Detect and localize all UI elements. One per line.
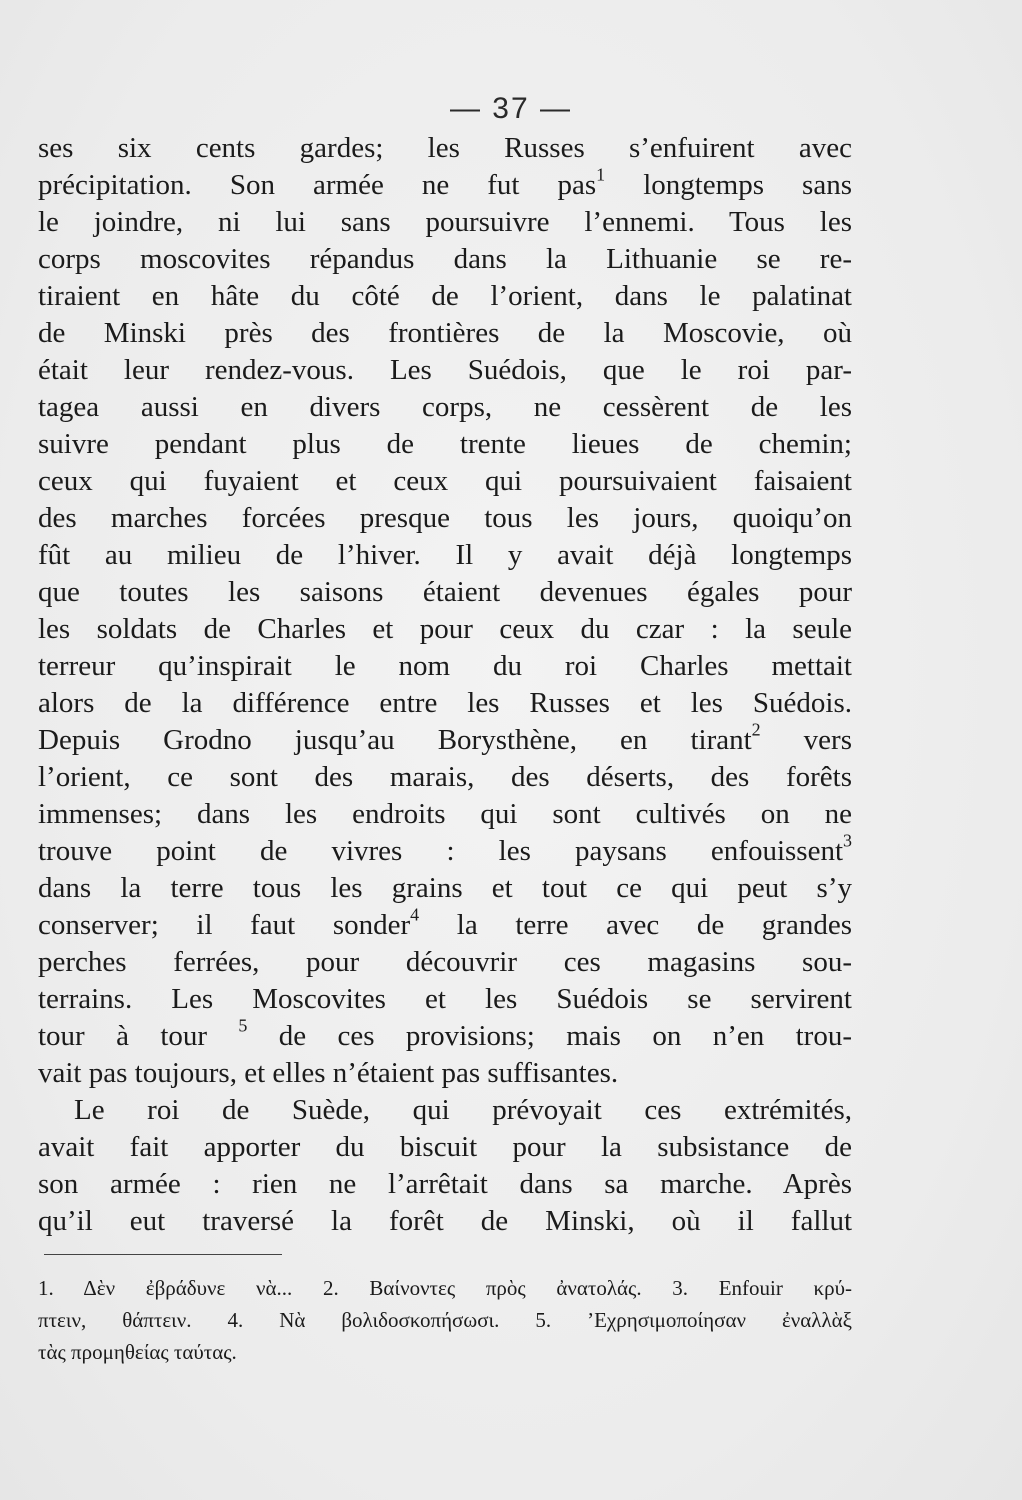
body-text xyxy=(38,130,852,1240)
footnote-ref: 2 xyxy=(751,719,761,740)
text-line: dans la terre tous les grains et tout ce qui peut s’y xyxy=(38,872,852,904)
footnote-ref: 3 xyxy=(843,830,852,851)
footnote-ref: 5 xyxy=(238,1015,248,1036)
text-line: qu’il eut traversé la forêt de Minski, où il fallut xyxy=(38,1205,852,1237)
text-line: conserver; il faut sonder$^4$ la terre avec de grandes xyxy=(38,904,852,941)
text-line: tiraient en hâte du côté de l’orient, dans le palatinat xyxy=(38,280,852,312)
text-line: terreur qu’inspirait le nom du roi Charles mettait xyxy=(38,650,852,682)
text-line: de Minski près des frontières de la Moscovie, où xyxy=(38,317,852,349)
text-line: perches ferrées, pour découvrir ces magasins sou- xyxy=(38,946,852,978)
text-line: vait pas toujours, et elles n’étaient pas suffisantes. xyxy=(38,1057,619,1089)
footnote-ref: 1 xyxy=(596,164,606,185)
text-line: fût au milieu de l’hiver. Il y avait déjà longtemps xyxy=(38,539,852,571)
text-line: était leur rendez-vous. Les Suédois, que le roi par- xyxy=(38,354,852,386)
text-line: ses six cents gardes; les Russes s’enfuirent avec xyxy=(38,132,852,164)
text-line: des marches forcées presque tous les jours, quoiqu’on xyxy=(38,502,852,534)
text-line: trouve point de vivres : les paysans enfouissent$^3$ xyxy=(38,830,852,867)
text-line: tour à tour $^5$ de ces provisions; mais on n’en trou- xyxy=(38,1015,852,1052)
text-line: précipitation. Son armée ne fut pas$^1$ longtemps sans xyxy=(38,164,852,201)
text-line: Depuis Grodno jusqu’au Borysthène, en tirant$^2$ vers xyxy=(38,719,852,756)
footnote-line: πτειν, θάπτειν. 4. Νὰ βολιδοσκοπήσωσι. 5. ’Εχρησιμοποίησαν ἐναλλὰξ xyxy=(38,1308,852,1332)
footnote-ref: 4 xyxy=(410,904,420,925)
text-line: l’orient, ce sont des marais, des déserts, des forêts xyxy=(38,761,852,793)
text-line: immenses; dans les endroits qui sont cultivés on ne xyxy=(38,798,852,830)
text-line: tagea aussi en divers corps, ne cessèrent de les xyxy=(38,391,852,423)
text-line: suivre pendant plus de trente lieues de chemin; xyxy=(38,428,852,460)
footnote-divider xyxy=(44,1254,282,1255)
page-number: — 37 — xyxy=(449,92,573,125)
text-line: que toutes les saisons étaient devenues égales pour xyxy=(38,576,852,608)
text-line: les soldats de Charles et pour ceux du czar : la seule xyxy=(38,613,852,645)
text-line: corps moscovites répandus dans la Lithuanie se re- xyxy=(38,243,852,275)
footnote-line: 1. Δὲν ἐβράδυνε νὰ... 2. Βαίνοντες πρὸς ἀνατολάς. 3. Enfouir κρύ- xyxy=(38,1276,852,1300)
text-line: Le roi de Suède, qui prévoyait ces extrémités, xyxy=(74,1094,852,1126)
footnote-line: τὰς προμηθείας ταύτας. xyxy=(38,1340,237,1364)
text-line: terrains. Les Moscovites et les Suédois se servirent xyxy=(38,983,852,1015)
text-line: le joindre, ni lui sans poursuivre l’ennemi. Tous les xyxy=(38,206,852,238)
text-line: ceux qui fuyaient et ceux qui poursuivaient faisaient xyxy=(38,465,852,497)
footnotes xyxy=(38,1272,852,1368)
text-line: avait fait apporter du biscuit pour la subsistance de xyxy=(38,1131,852,1163)
text-line: alors de la différence entre les Russes et les Suédois. xyxy=(38,687,852,719)
text-line: son armée : rien ne l’arrêtait dans sa marche. Après xyxy=(38,1168,852,1200)
